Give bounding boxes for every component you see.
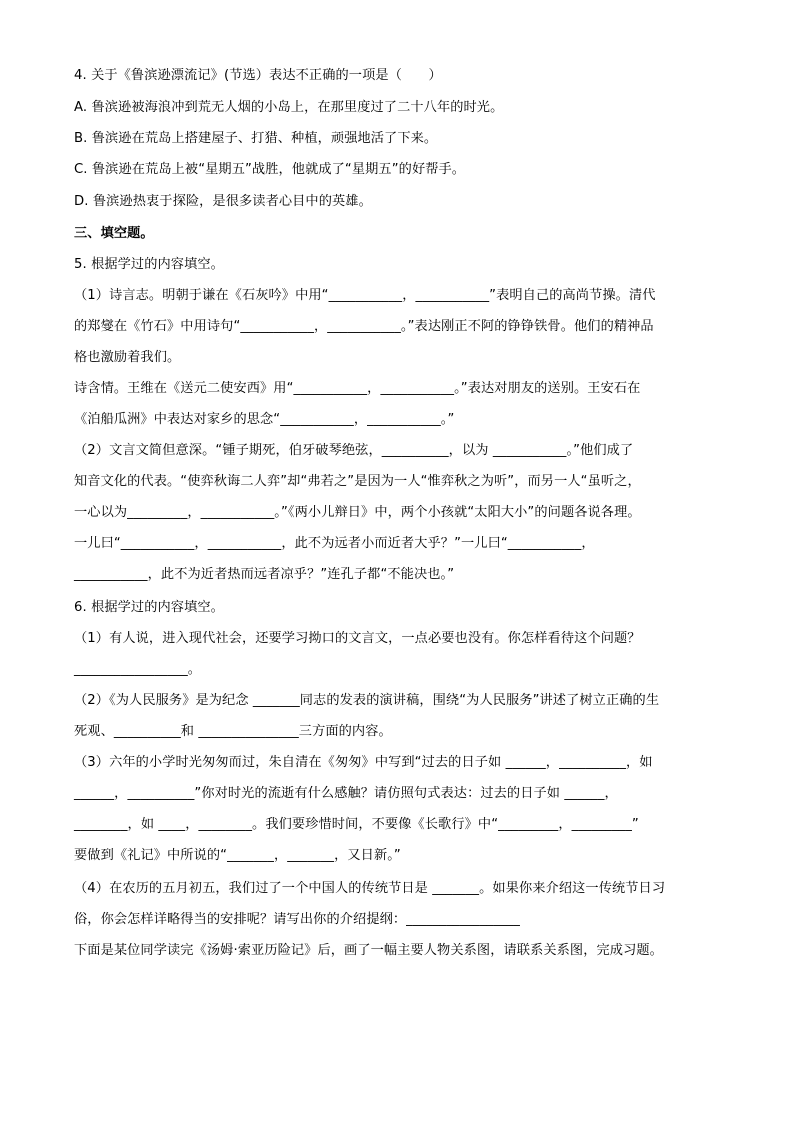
q5-line: 一心以为_________，___________。”《两小儿辩日》中，两个小孩就“太阳大小”的问题各说各理。 [74,505,641,520]
q6-line: （2）《为人民服务》是为纪念 _______同志的发表的演讲稿，围绕“为人民服务”讲述了树立正确的生 [74,693,660,708]
q5-line: 一儿曰“___________，___________，此不为远者小而近者大乎？”一儿曰“___________， [74,536,595,551]
q4-option-a: A. 鲁滨逊被海浪冲到荒无人烟的小岛上，在那里度过了二十八年的时光。 [74,100,504,115]
q6-line: 死观、__________和 _______________三方面的内容。 [74,724,392,739]
q4-option-c: C. 鲁滨逊在荒岛上被“星期五”战胜，他就成了“星期五”的好帮手。 [74,162,466,177]
q5-line: 的郑燮在《竹石》中用诗句“___________，___________。”表达刚正不阿的铮铮铁骨。他们的精神品 [74,319,654,334]
q4-option-d: D. 鲁滨逊热衷于探险，是很多读者心目中的英雄。 [74,194,372,209]
q5-stem: 5. 根据学过的内容填空。 [74,257,224,272]
q6-line: （4）在农历的五月初五，我们过了一个中国人的传统节日是 _______。如果你来介绍这一传统节日习 [74,881,666,896]
q5-line: 格也激励着我们。 [74,350,181,365]
q6-line: 要做到《礼记》中所说的“_______，_______，又日新。” [74,848,401,863]
q6-line: _________________。 [74,662,202,677]
footer-note: 下面是某位同学读完《汤姆·索亚历险记》后，画了一幅主要人物关系图，请联系关系图，完成习题。 [74,943,663,958]
q4-stem: 4. 关于《鲁滨逊漂流记》(节选）表达不正确的一项是（ ） [74,68,442,83]
q4-option-b: B. 鲁滨逊在荒岛上搭建屋子、打猎、种植，顽强地活了下来。 [74,131,438,146]
section-title: 三、填空题。 [74,226,154,241]
q6-stem: 6. 根据学过的内容填空。 [74,600,224,615]
q5-line: （1）诗言志。明朝于谦在《石灰吟》中用“___________，___________”表明自己的高尚节操。清代 [74,288,656,303]
q5-line: 《泊船瓜洲》中表达对家乡的思念“___________，___________。” [74,412,455,427]
q6-line: （3）六年的小学时光匆匆而过，朱自清在《匆匆》中写到“过去的日子如 ______，__________，如 [74,755,653,770]
q5-line: 诗含情。王维在《送元二使安西》用“___________，___________。”表达对朋友的送别。王安石在 [74,381,641,396]
q6-line: ________，如 ____，________。我们要珍惜时间，不要像《长歌行》中“_________，_________” [74,817,639,832]
q6-line: （1）有人说，进入现代社会，还要学习拗口的文言文，一点必要也没有。你怎样看待这个问题？ [74,631,641,646]
q5-line: （2）文言文简但意深。“锺子期死，伯牙破琴绝弦，__________，以为 ___________。”他们成了 [74,443,634,458]
q5-line: ___________，此不为近者热而远者凉乎？”连孔子都“不能决也。” [74,567,455,582]
q6-line: 俗，你会怎样详略得当的安排呢？请写出你的介绍提纲：_________________ [74,912,520,927]
q6-line: ______，__________”你对时光的流逝有什么感触？请仿照句式表达：过去的日子如 ______， [74,786,618,801]
q5-line: 知音文化的代表。“使弈秋诲二人弈”却“弗若之”是因为一人“惟弈秋之为听”，而另一人“虽听之， [74,474,641,489]
